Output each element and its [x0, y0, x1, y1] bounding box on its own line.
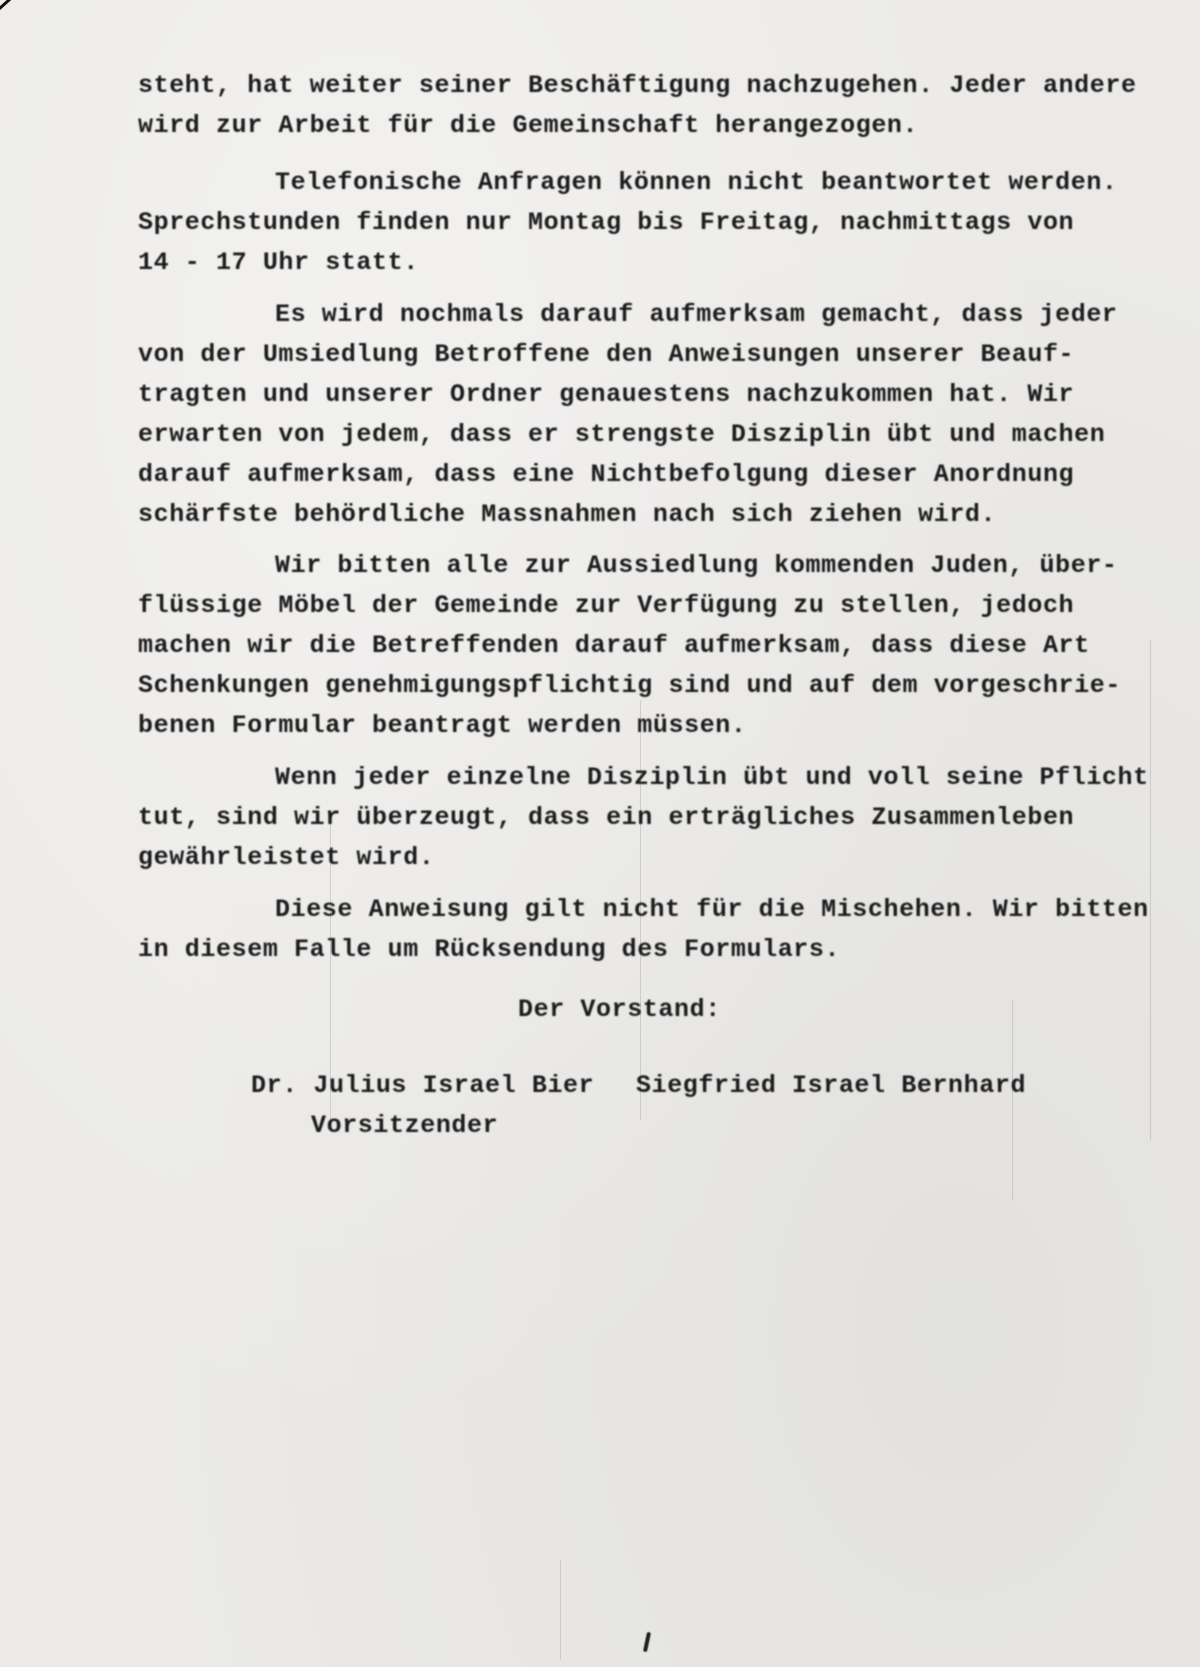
corner-pen-mark: [0, 0, 31, 15]
signatory-name: Dr. Julius Israel Bier: [251, 1071, 595, 1100]
text-line: darauf aufmerksam, dass eine Nichtbefolgung dieser Anordnung: [138, 460, 1075, 489]
text-line: steht, hat weiter seiner Beschäftigung nachzugehen. Jeder andere: [138, 71, 1137, 100]
text-line: flüssige Möbel der Gemeinde zur Verfügung zu stellen, jedoch: [138, 591, 1075, 620]
film-scratch: [1150, 640, 1151, 1140]
text-line: Sprechstunden finden nur Montag bis Freitag, nachmittags von: [138, 208, 1075, 237]
text-line: gewährleistet wird.: [138, 843, 435, 872]
film-scratch: [560, 1560, 561, 1660]
text-line: wird zur Arbeit für die Gemeinschaft herangezogen.: [138, 111, 919, 140]
text-line: schärfste behördliche Massnahmen nach sich ziehen wird.: [138, 500, 997, 529]
text-line: in diesem Falle um Rücksendung des Formulars.: [138, 935, 841, 964]
text-line: Schenkungen genehmigungspflichtig sind und auf dem vorgeschrie-: [138, 671, 1121, 700]
bottom-pen-mark: [643, 1632, 651, 1652]
text-line: tragten und unserer Ordner genauestens nachzukommen hat. Wir: [138, 380, 1075, 409]
text-line: tut, sind wir überzeugt, dass ein erträgliches Zusammenleben: [138, 803, 1075, 832]
closing-line: Der Vorstand:: [518, 995, 721, 1024]
text-line: erwarten von jedem, dass er strengste Disziplin übt und machen: [138, 420, 1106, 449]
text-line: benen Formular beantragt werden müssen.: [138, 711, 747, 740]
text-line: Wenn jeder einzelne Disziplin übt und voll seine Pflicht: [275, 763, 1149, 792]
text-line: machen wir die Betreffenden darauf aufmerksam, dass diese Art: [138, 631, 1090, 660]
signatory-name: Siegfried Israel Bernhard: [636, 1071, 1027, 1100]
film-scratch: [1012, 1000, 1013, 1200]
text-line: von der Umsiedlung Betroffene den Anweisungen unserer Beauf-: [138, 340, 1075, 369]
text-line: Diese Anweisung gilt nicht für die Mischehen. Wir bitten: [275, 895, 1149, 924]
text-line: 14 - 17 Uhr statt.: [138, 248, 419, 277]
text-line: Es wird nochmals darauf aufmerksam gemacht, dass jeder: [275, 300, 1118, 329]
text-line: Telefonische Anfragen können nicht beantwortet werden.: [275, 168, 1118, 197]
signatory-title: Vorsitzender: [311, 1111, 499, 1140]
text-line: Wir bitten alle zur Aussiedlung kommenden Juden, über-: [275, 551, 1118, 580]
